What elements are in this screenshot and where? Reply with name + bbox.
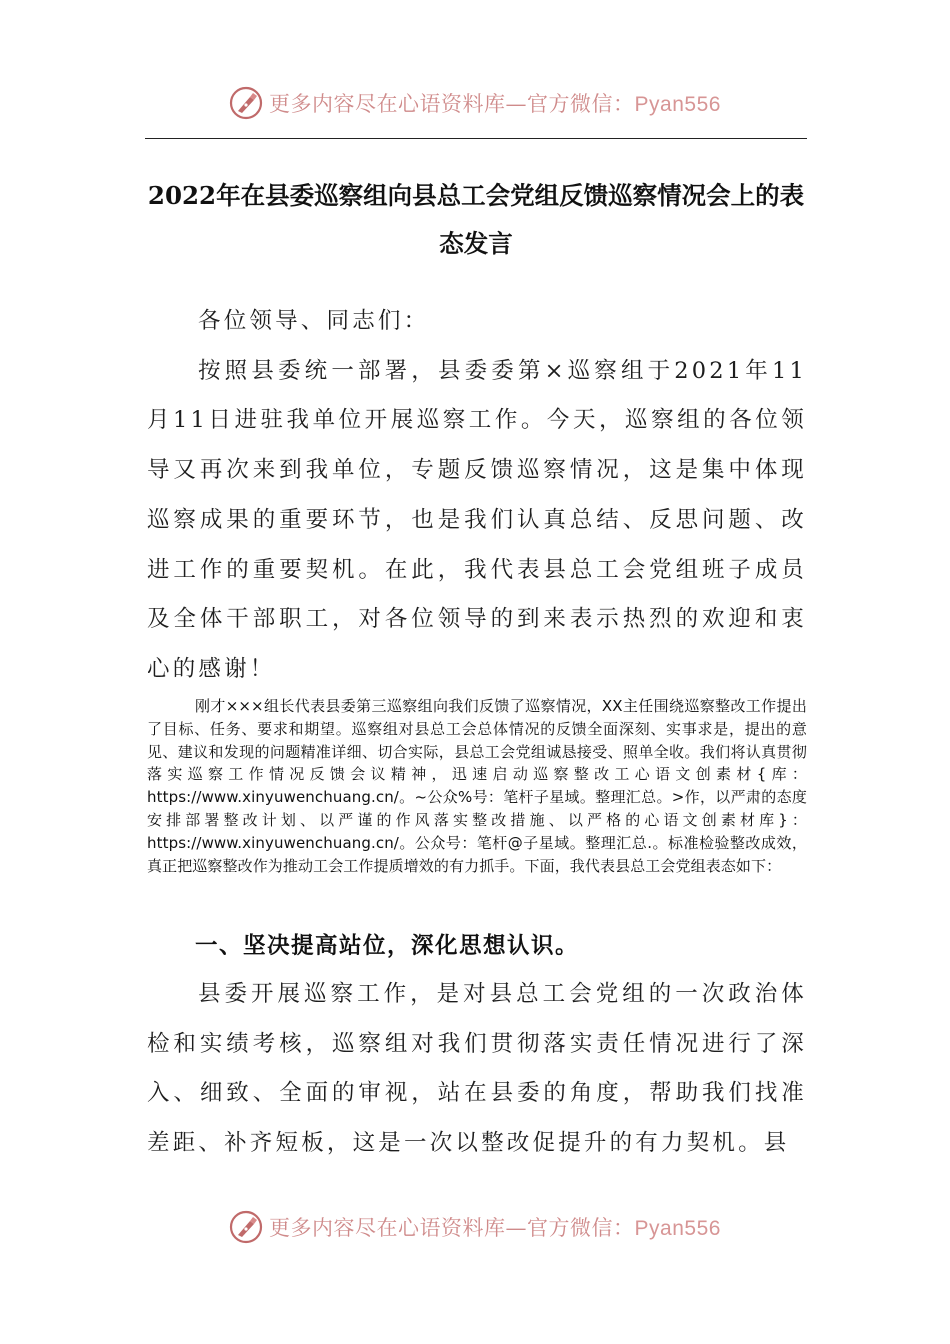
document-body-bottom <box>147 970 807 1169</box>
wechat-id: Pyan556 <box>634 93 721 116</box>
section-heading-1: 一、坚决提高站位，深化思想认识。 <box>195 933 580 959</box>
document-title: 2022年在县委巡察组向县总工会党组反馈巡察情况会上的表态发言 <box>147 181 805 258</box>
wechat-id-footer: Pyan556 <box>634 1217 721 1240</box>
paragraph-3: 县委开展巡察工作，是对县总工会党组的一次政治体检和实绩考核，巡察组对我们贯彻落实责任情况进行了深入、细致、全面的审视，站在县委的角度，帮助我们找准差距、补齐短板，这是一次以整改促提升的有力契机。县 <box>147 981 807 1157</box>
salutation: 各位领导、同志们： <box>198 308 430 334</box>
banner <box>229 86 721 120</box>
document-body-middle <box>147 695 807 877</box>
paragraph-1: 按照县委统一部署，县委委第×巡察组于2021年11月11日进驻我单位开展巡察工作。今天，巡察组的各位领导又再次来到我单位，专题反馈巡察情况，这是集中体现巡察成果的重要环节，也是我们认真总结、反思问题、改进工作的重要契机。在此，我代表县总工会党组班子成员及全体干部职工，对各位领导的到来表示热烈的欢迎和衷心的感谢！ <box>147 357 807 682</box>
header-divider <box>145 138 807 139</box>
pen-nib-logo-icon <box>229 86 263 120</box>
document-body-upper <box>147 297 807 695</box>
paragraph-2: 刚才×××组长代表县委第三巡察组向我们反馈了巡察情况，XX主任围绕巡察整改工作提出了目标、任务、要求和期望。巡察组对县总工会总体情况的反馈全面深刻、实事求是，提出的意见、建议和发现的问题精准详细、切合实际，县总工会党组诚恳接受、照单全收。我们将认真贯彻落实巡察工作情况反馈会议精神，迅速启动巡察整改工心语文创素材{库：https://www.xinyuwenchuang.cn/。~公众%号：笔杆子星域。整理汇总。>作，以严肃的态度安排部署整改计划、以严谨的作风落实整改措施、以严格的心语文创素材库}：https://www.xinyuwenchuang.cn/。公众号：笔杆@子星域。整理汇总.。标准检验整改成效，真正把巡察整改作为推动工会工作提质增效的有力抓手。下面，我代表县总工会党组表态如下： <box>147 697 807 875</box>
document-body-lower <box>147 928 807 960</box>
banner-text-footer: 更多内容尽在心语资料库—官方微信：Pyan556 <box>269 1216 721 1240</box>
banner-footer <box>229 1210 721 1244</box>
pen-nib-logo-icon <box>229 1210 263 1244</box>
bottom-banner <box>0 1210 950 1250</box>
banner-text: 更多内容尽在心语资料库—官方微信：Pyan556 <box>269 92 721 116</box>
top-banner <box>0 86 950 126</box>
